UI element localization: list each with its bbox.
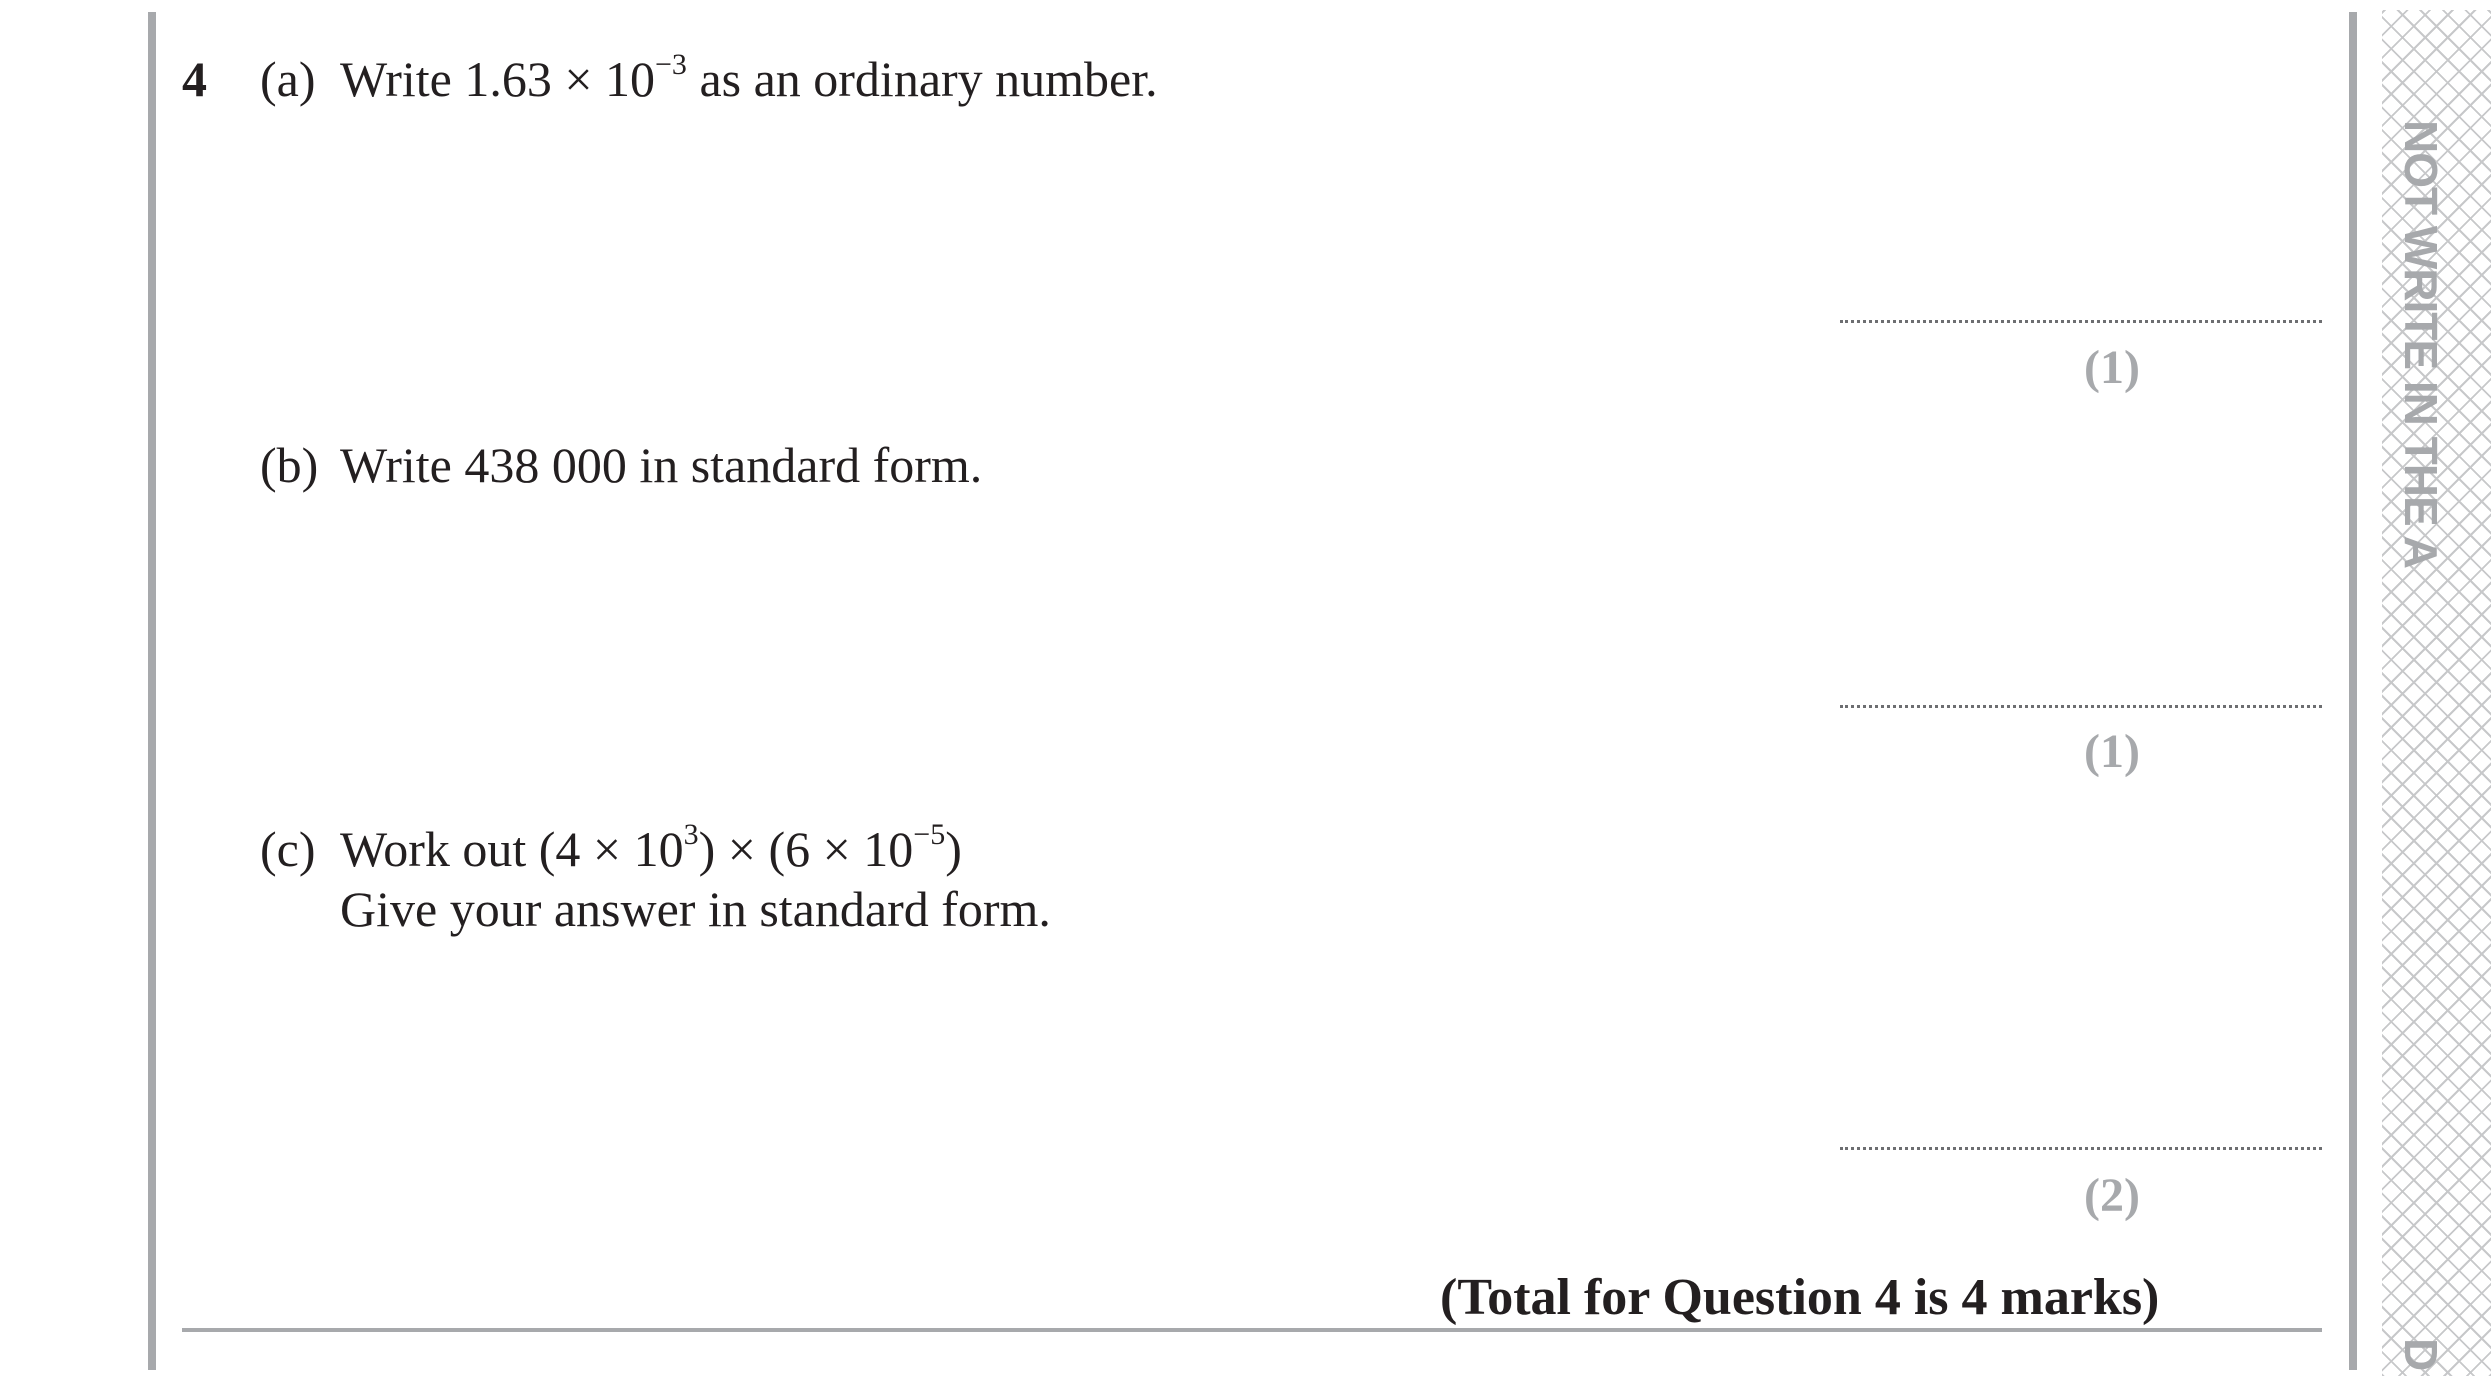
part-a-label: (a) — [260, 51, 316, 107]
question-total: (Total for Question 4 is 4 marks) — [1440, 1269, 2160, 1326]
part-a-exponent: −3 — [655, 48, 687, 81]
part-c-exponent-2: −5 — [913, 818, 946, 851]
part-a-text-post: as an ordinary number. — [686, 51, 1158, 107]
part-a-marks: (1) — [2084, 341, 2140, 394]
part-c-line2: Give your answer in standard form. — [340, 881, 1051, 937]
part-c-line1 — [340, 820, 962, 878]
part-b-marks: (1) — [2084, 725, 2140, 778]
part-c-text-mid: ) × (6 × 10 — [698, 821, 914, 877]
question-number: 4 — [182, 51, 207, 107]
question-end-rule — [182, 1328, 2322, 1332]
part-c-label: (c) — [260, 821, 316, 877]
part-a-answer-line[interactable] — [1840, 320, 2322, 323]
part-c-answer-line[interactable] — [1840, 1147, 2322, 1150]
part-a-text-pre: Write 1.63 × 10 — [340, 51, 656, 107]
margin-warning-text: NOT WRITE IN THE A — [2395, 120, 2447, 568]
left-margin-rule — [148, 12, 156, 1370]
margin-warning-text-bottom: D — [2395, 1338, 2447, 1372]
part-b-answer-line[interactable] — [1840, 705, 2322, 708]
part-b-label: (b) — [260, 437, 319, 493]
part-c-text-pre: Work out (4 × 10 — [340, 821, 684, 877]
part-c-exponent-1: 3 — [683, 818, 699, 851]
part-b-text: Write 438 000 in standard form. — [340, 437, 983, 493]
part-c-text-post: ) — [945, 821, 962, 877]
part-a-text — [340, 50, 1158, 108]
part-c-marks: (2) — [2084, 1169, 2140, 1222]
right-margin-rule — [2349, 12, 2357, 1370]
